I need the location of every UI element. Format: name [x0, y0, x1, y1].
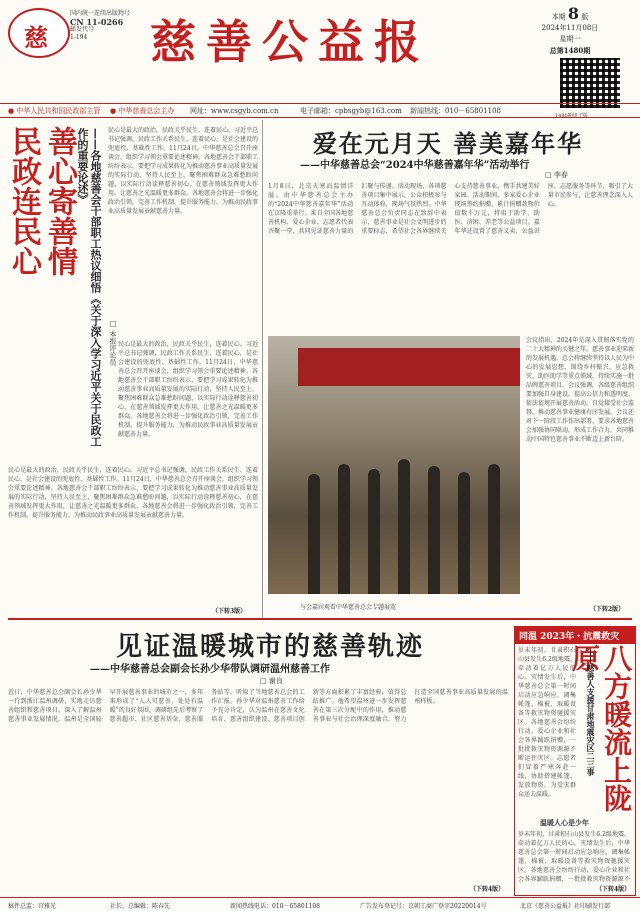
- column-divider: [262, 120, 263, 618]
- editorial-title-b: 善心寄善情: [42, 126, 77, 276]
- photo-person: [458, 472, 470, 594]
- feature-photo: [268, 336, 520, 594]
- editorial-body-top: 民心是最大的政治，民政关乎民生，连着民心。习近平总书记强调，民政工作关系民生、连着民心，是社会建设的兜底性、基础性工作。11月24日，中华慈善总会召开座谈会，组织学习领会重要论述精神。各地慈善会干部职工纷纷表示，要把学习成果转化为推动慈善事业高质量发展的实际行动，坚持人民至上，聚焦困难群众急难愁盼问题，以实际行动诠释慈善初心，在慈善领域发挥更大作用，让慈善之光温暖更多群众。各地慈善会将进一步强化政治引领，完善工作机制，提升服务能力，为推动民政事业高质量发展贡献慈善力量。: [108, 127, 258, 215]
- issue-info: 本期 8 版 2024年11月08日 星期一 总第1480期: [541, 4, 599, 55]
- relief-body: 岁末年初，甘肃积石山县发生6.2级地震，牵动着亿万人民的心。灾情发生后，中华慈善总会第一时间启动应急响应，调集帐篷、棉被、取暖设备等救灾物资驰援灾区。各地慈善会纷纷行动，爱心企业和社会各界踊跃捐赠，一批批救灾物资源源不断运往灾区。志愿者们冒着严寒奔赴一线，协助搭建帐篷、发放物资，为受灾群众送去温暖。: [518, 647, 576, 798]
- website-link[interactable]: 网址：www.csgyb.com.cn: [190, 107, 279, 115]
- email-link[interactable]: 电子邮箱：cpbsgyb@163.com: [300, 107, 402, 115]
- visit-headline: 见证温暖城市的慈善轨迹: [115, 632, 424, 662]
- editorial-subtitle: ——各地慈善会干部职工热议细悟《关于深入学习近平关于民政工作的重要论述》: [76, 128, 102, 447]
- feature-body: 1月8日，北京天寒而温情洋溢。由中华慈善总会主办的“2024中华慈善嘉年华”活动在京隆重举行。来自全国各地慈善机构、爱心企业、志愿者代表齐聚一堂，共同见证慈善力量的汇聚与传递。活动现场，各项慈善项目集中展示，公众积极参与互动体验，现场气氛热烈。中华慈善总会负责同志在致辞中表示，慈善事业是社会文明进步的重要标志，希望社会各界继续关心支持慈善事业，携手共建美好家园。活动期间，多家爱心企业现场签约捐赠，累计捐赠款物价值数千万元，将用于助学、助医、济困、养老等公益项目。嘉年华还设置了慈善义卖、公益讲座、志愿服务等环节，吸引了大量市民参与，让慈善理念深入人心。: [268, 183, 633, 235]
- visit-author: □ 谢良: [260, 677, 283, 685]
- section-divider: [8, 618, 632, 620]
- qr-code-icon[interactable]: [560, 58, 620, 108]
- visit-continue-link[interactable]: （下转4版）: [470, 886, 505, 893]
- visit-body: 近日，中华慈善总会副会长孙少华一行到浙江温州调研，实地走访慈善组织和慈善项目，深入了解温州慈善事业发展情况。温州是全国较早开展慈善事业的城市之一，多年来形成了“人人可慈善、处处有温暖”的良好氛围。调研组先后考察了慈善超市、社区慈善基金、慈善服务站等，听取了当地慈善总会的工作汇报。孙少华对温州慈善工作给予充分肯定，认为温州在慈善文化培育、慈善组织建设、慈善项目创新等方面积累了丰富经验，值得总结推广。他希望温州进一步发挥慈善在第三次分配中的作用，推动慈善事业与社会治理深度融合，努力打造全国慈善事业高质量发展的温州样板。: [8, 689, 508, 723]
- feature-headline: 爱在元月天 善美嘉年华: [312, 129, 584, 158]
- editorial-title-a: 民政连民心: [6, 126, 41, 276]
- qr-caption: 1480期电子版: [555, 113, 588, 119]
- relief-box-header: 同温 2023年・抗震救灾: [515, 627, 635, 644]
- topbar: ● 中华人民共和国民政部主管 ● 中华慈善总会主办 网址：www.csgyb.com.cn 电子邮箱：cpbsgyb@163.com 新闻热线：010－65801108: [0, 103, 640, 118]
- relief-subtitle: ——慈善人支援甘肃地震灾区二三事: [586, 648, 596, 776]
- photo-person: [338, 464, 350, 594]
- photo-person: [398, 459, 410, 594]
- editorial-body-mid: 民心是最大的政治，民政关乎民生，连着民心。习近平总书记强调，民政工作关系民生、连着民心，是社会建设的兜底性、基础性工作。11月24日，中华慈善总会召开座谈会，组织学习领会重要论述精神。各地慈善会干部职工纷纷表示，要把学习成果转化为推动慈善事业高质量发展的实际行动，坚持人民至上，聚焦困难群众急难愁盼问题，以实际行动诠释慈善初心，在慈善领域发挥更大作用，让慈善之光温暖更多群众。各地慈善会将进一步强化政治引领，完善工作机制，提升服务能力，为推动民政事业高质量发展贡献慈善力量。: [118, 341, 258, 438]
- photo-person: [488, 464, 500, 594]
- photo-person: [368, 469, 380, 594]
- relief-author: 温暖人心是少年: [540, 818, 589, 827]
- photo-backdrop-banner: [298, 348, 520, 386]
- publication-info: 国内统一连续出版物号 CN 11-0266 邮发代号 1-194: [70, 10, 131, 41]
- footer: 稿件总监：宫雅光 社长、总编辑：陈春先 新闻热线电话：010－65801108 广告发布登记号：京朝工商广登字20220014号 北京《慈善公益报》社印刷发行部: [0, 897, 640, 911]
- newspaper-logo: 慈: [8, 8, 70, 58]
- relief-continue-link[interactable]: （下转4版）: [596, 886, 631, 893]
- newspaper-title: 慈善公益报: [150, 15, 430, 69]
- feature-author: □ 李春: [545, 171, 568, 179]
- relief-body-bottom: 岁末年初，甘肃积石山县发生6.2级地震，牵动着亿万人民的心。灾情发生后，中华慈善总会第一时间启动应急响应，调集帐篷、棉被、取暖设备等救灾物资驰援灾区。各地慈善会纷纷行动，爱心企业和社会各界踊跃捐赠，一批批救灾物资源源不: [518, 831, 630, 882]
- column-body: 会议指出，2024年是深入贯彻落实党的二十大精神的关键之年，慈善事业迎来新的发展机遇。总会将继续坚持以人民为中心的发展思想，围绕乡村振兴、应急救灾、助医助学等重点领域，持续实施一批品牌慈善项目。会议强调，各级慈善组织要加强自身建设，提高公信力和透明度，依法依规开展慈善活动，自觉接受社会监督，推动慈善事业健康有序发展。会议还对下一阶段工作作出部署，要求各地慈善会加强协同联动，形成工作合力，共同推动中国特色慈善事业不断迈上新台阶。: [526, 337, 634, 443]
- photo-person: [308, 474, 320, 594]
- column-continue-link[interactable]: （下转2版）: [590, 606, 625, 613]
- feature-subtitle: ——中华慈善总会“2024中华慈善嘉年华”活动举行: [300, 160, 530, 171]
- editorial-author: □ 本报评论员: [109, 320, 117, 366]
- editorial-body-bottom: 民心是最大的政治，民政关乎民生，连着民心。习近平总书记强调，民政工作关系民生、连着民心，是社会建设的兜底性、基础性工作。11月24日，中华慈善总会召开座谈会，组织学习领会重要论述精神。各地慈善会干部职工纷纷表示，要把学习成果转化为推动慈善事业高质量发展的实际行动，坚持人民至上，聚焦困难群众急难愁盼问题，以实际行动诠释慈善初心，在慈善领域发挥更大作用，让慈善之光温暖更多群众。各地慈善会将进一步强化政治引领，完善工作机制，提升服务能力，为推动民政事业高质量发展贡献慈善力量。: [8, 467, 258, 519]
- photo-caption: 与会嘉宾观看中华慈善总会专题展览: [300, 604, 397, 611]
- editorial-continue-link[interactable]: （下转3版）: [212, 608, 247, 615]
- relief-title: 八方暖流上陇原: [568, 644, 633, 812]
- visit-subtitle: ——中华慈善总会副会长孙少华带队调研温州慈善工作: [90, 664, 330, 675]
- photo-person: [428, 466, 440, 594]
